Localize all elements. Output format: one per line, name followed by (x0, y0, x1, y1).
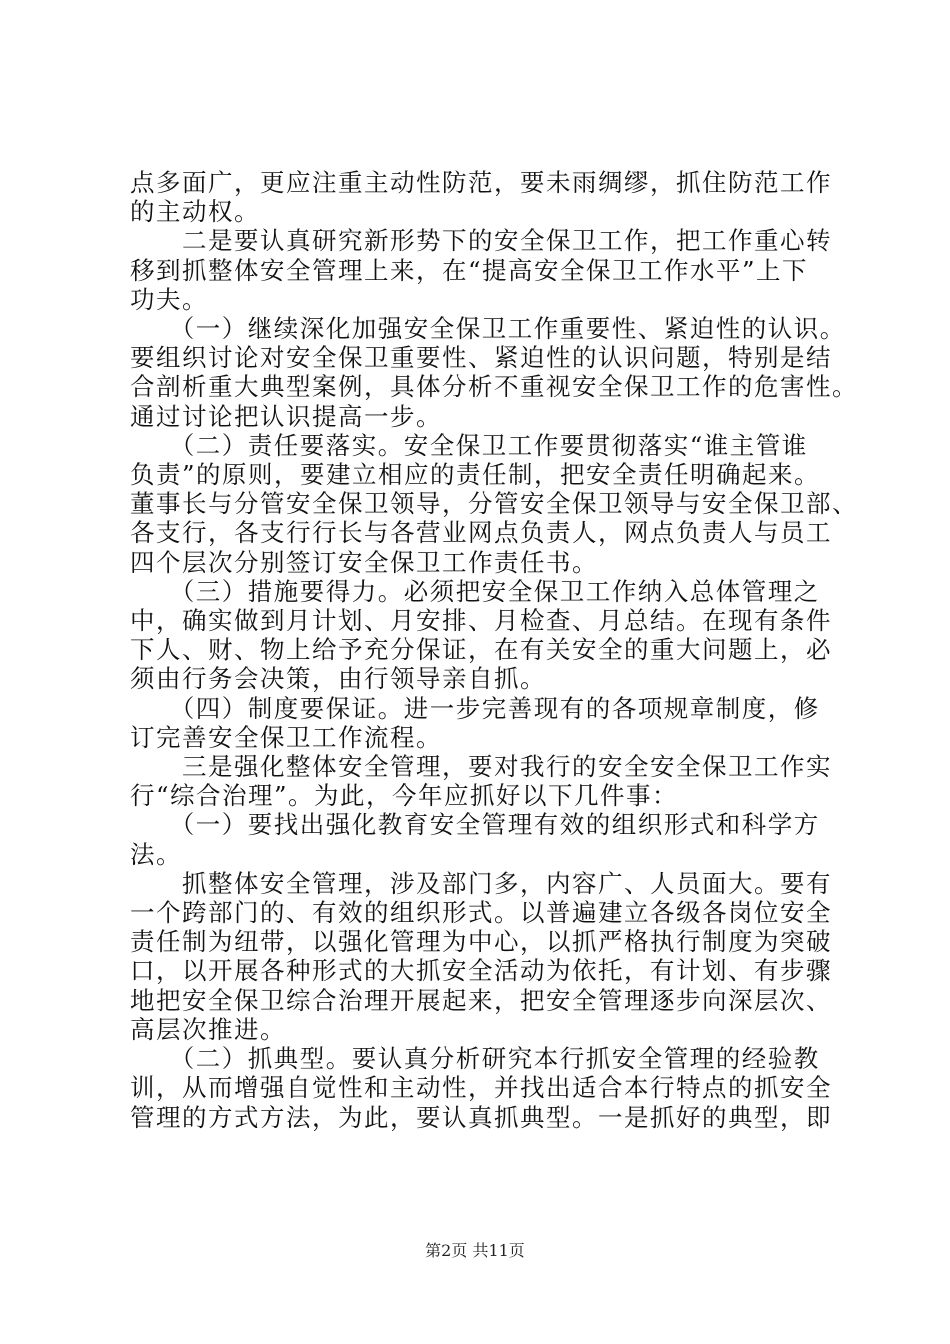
text-line: 管理的方式方法，为此，要认真抓典型。一是抓好的典型，即 (130, 1102, 832, 1132)
text-line: 合剖析重大典型案例，具体分析不重视安全保卫工作的危害性。 (130, 372, 858, 402)
text-line: 二是要认真研究新形势下的安全保卫工作，把工作重心转 (130, 226, 832, 256)
text-line: 抓整体安全管理，涉及部门多，内容广、人员面大。要有 (130, 868, 832, 898)
text-line: 口，以开展各种形式的大抓安全活动为依托，有计划、有步骤 (130, 956, 832, 986)
text-line: 三是强化整体安全管理，要对我行的安全安全保卫工作实 (130, 752, 832, 782)
text-line: （二）抓典型。要认真分析研究本行抓安全管理的经验教 (130, 1044, 820, 1074)
text-line: 中，确实做到月计划、月安排、月检查、月总结。在现有条件 (130, 606, 832, 636)
text-line: （一）要找出强化教育安全管理有效的组织形式和科学方 (130, 810, 820, 840)
text-line: 法。 (130, 839, 182, 869)
text-line: 各支行，各支行行长与各营业网点负责人，网点负责人与员工 (130, 518, 832, 548)
text-line: 移到抓整体安全管理上来，在“提高安全保卫工作水平”上下 (130, 255, 809, 285)
text-line: 行“综合治理”。为此，今年应抓好以下几件事： (130, 781, 679, 811)
text-line: 高层次推进。 (130, 1014, 286, 1044)
text-line: （一）继续深化加强安全保卫工作重要性、紧迫性的认识。 (130, 314, 846, 344)
text-line: 负责”的原则，要建立相应的责任制，把安全责任明确起来。 (130, 460, 821, 490)
text-line: （三）措施要得力。必须把安全保卫工作纳入总体管理之 (130, 576, 820, 606)
page-number-footer: 第2页 共11页 (425, 1241, 525, 1260)
text-line: 责任制为纽带，以强化管理为中心，以抓严格执行制度为突破 (130, 927, 832, 957)
text-line: 训，从而增强自觉性和主动性，并找出适合本行特点的抓安全 (130, 1073, 832, 1103)
text-line: （二）责任要落实。安全保卫工作要贯彻落实“谁主管谁 (130, 430, 808, 460)
text-line: 功夫。 (130, 284, 208, 314)
text-line: 订完善安全保卫工作流程。 (130, 722, 442, 752)
text-line: 通过讨论把认识提高一步。 (130, 401, 442, 431)
text-line: 点多面广，更应注重主动性防范，要未雨绸缪，抓住防范工作 (130, 168, 832, 197)
text-line: 四个层次分别签订安全保卫工作责任书。 (130, 547, 598, 577)
text-line: 一个跨部门的、有效的组织形式。以普遍建立各级各岗位安全 (130, 898, 832, 928)
text-line: 下人、财、物上给予充分保证，在有关安全的重大问题上，必 (130, 635, 832, 665)
text-line: 董事长与分管安全保卫领导，分管安全保卫领导与安全保卫部、 (130, 489, 858, 519)
text-line: 地把安全保卫综合治理开展起来，把安全管理逐步向深层次、 (130, 985, 832, 1015)
text-line: 要组织讨论对安全保卫重要性、紧迫性的认识问题，特别是结 (130, 343, 832, 373)
text-line: （四）制度要保证。进一步完善现有的各项规章制度，修 (130, 693, 820, 723)
text-line: 须由行务会决策，由行领导亲自抓。 (130, 664, 546, 694)
document-body (130, 168, 858, 1132)
text-line: 的主动权。 (130, 197, 260, 227)
